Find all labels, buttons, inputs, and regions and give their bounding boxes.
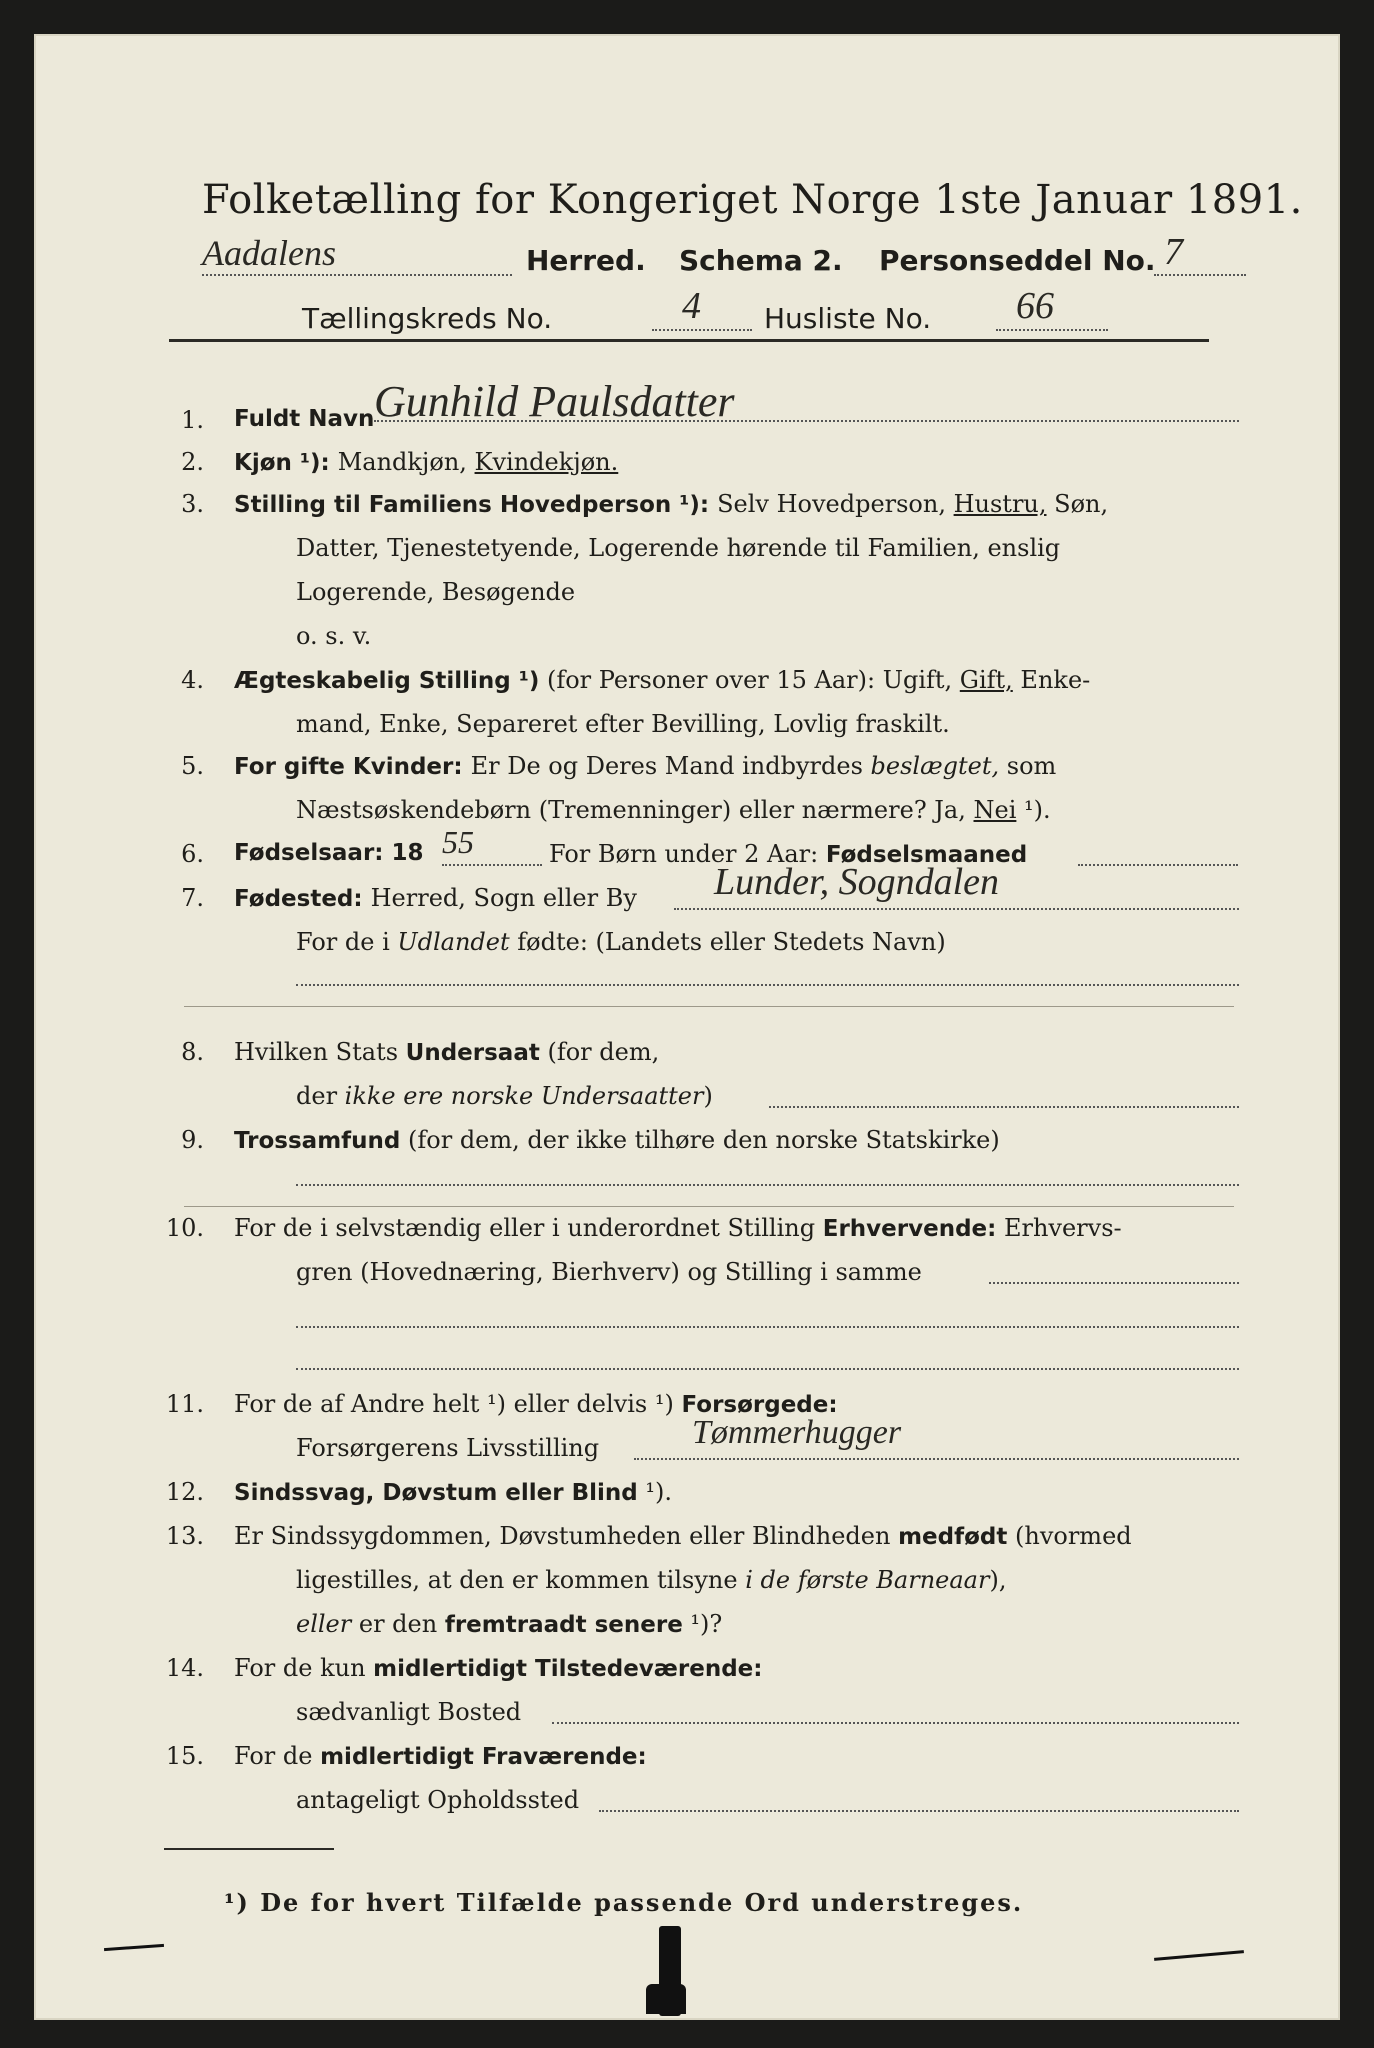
item-15-l1a: For de <box>234 1742 321 1770</box>
item-13-l3a: eller <box>296 1610 352 1638</box>
form-title: Folketælling for Kongeriget Norge 1ste Januar 1891. <box>202 177 1303 223</box>
item-12-l1c: ¹). <box>637 1478 673 1506</box>
item-2-opt1: Mandkjøn, <box>337 448 475 476</box>
item-4-line1 <box>234 666 1090 694</box>
item-8-dotline <box>769 1106 1239 1108</box>
item-14-l1a: For de kun <box>234 1654 374 1682</box>
item-15-dotline <box>599 1810 1239 1812</box>
item-3-number: 3. <box>181 490 204 518</box>
item-11-number: 11. <box>165 1390 204 1418</box>
item-4-label: Ægteskabelig Stilling ¹) <box>234 668 540 694</box>
item-6-number: 6. <box>181 840 204 868</box>
taellingskreds-label: Tællingskreds No. <box>302 302 553 335</box>
item-5-l2c: ¹). <box>1016 796 1051 824</box>
item-13-line2 <box>296 1566 1006 1594</box>
item-5-l1b: beslægtet, <box>870 752 1000 780</box>
item-1-value: Gunhild Paulsdatter <box>374 377 735 426</box>
item-7-line2 <box>296 928 946 956</box>
item-6-rest-bold: Fødselsmaaned <box>825 842 1028 868</box>
schema-label: Schema 2. <box>679 244 843 277</box>
item-7-l2b: Udlandet <box>397 928 510 956</box>
husliste-value: 66 <box>1016 285 1054 327</box>
item-6-label: Fødselsaar: 18 <box>234 840 424 866</box>
census-form-page <box>34 34 1340 2020</box>
item-10-l1b: Erhvervende: <box>822 1216 997 1242</box>
item-1-label: Fuldt Navn <box>234 406 375 432</box>
item-7-l2c: fødte: (Landets eller Stedets Navn) <box>509 928 946 956</box>
item-2-opt2: Kvindekjøn. <box>474 448 619 476</box>
item-7-dotline2 <box>296 984 1239 986</box>
header-rule <box>169 339 1209 342</box>
item-1-dotline <box>374 420 1239 422</box>
item-8-l1b: Undersaat <box>405 1040 540 1066</box>
item-13-line1 <box>234 1522 1132 1550</box>
item-6-rest-text: For Børn under 2 Aar: <box>549 840 826 868</box>
item-7-label: Fødested: <box>234 886 371 912</box>
husliste-dotline <box>996 329 1108 331</box>
personseddel-value: 7 <box>1164 231 1183 273</box>
item-8-line2 <box>296 1082 713 1110</box>
item-8-line1 <box>234 1038 659 1066</box>
taellingskreds-value: 4 <box>682 285 701 327</box>
item-7-dotline <box>674 908 1239 910</box>
item-12-l1b: Sindssvag, Døvstum eller Blind <box>234 1480 638 1506</box>
item-5-l2a: Næstsøskendebørn (Tremenninger) eller nærmere? Ja, <box>296 796 974 824</box>
item-8-l2a: der <box>296 1082 345 1110</box>
item-13-l1c: (hvormed <box>1007 1522 1132 1550</box>
item-3-line2: Datter, Tjenestetyende, Logerende hørende til Familien, enslig <box>296 534 1061 562</box>
personseddel-label: Personseddel No. <box>879 244 1156 277</box>
item-10-dotline3 <box>296 1368 1239 1370</box>
item-14-line1 <box>234 1654 762 1682</box>
personseddel-dotline <box>1154 274 1246 276</box>
item-6-year-dotline <box>442 864 542 866</box>
item-3-line3: Logerende, Besøgende <box>296 578 576 606</box>
item-3-line4: o. s. v. <box>296 622 372 650</box>
item-9-l1: (for dem, der ikke tilhøre den norske Statskirke) <box>400 1126 1000 1154</box>
item-12-line1 <box>234 1478 672 1506</box>
item-11-value: Tømmerhugger <box>692 1414 902 1451</box>
item-13-l2a: ligestilles, at den er kommen tilsyne <box>296 1566 746 1594</box>
item-14-line2: sædvanligt Bosted <box>296 1698 522 1726</box>
item-4-l1a: (for Personer over 15 Aar): Ugift, <box>539 666 960 694</box>
item-7-number: 7. <box>181 884 204 912</box>
item-15-line2: antageligt Opholdssted <box>296 1786 580 1814</box>
item-5-line2 <box>296 796 1051 824</box>
item-9-line1 <box>234 1126 1000 1154</box>
item-3-line1 <box>234 490 1108 518</box>
item-10-dotline <box>989 1282 1239 1284</box>
item-4-line2: mand, Enke, Separeret efter Bevilling, Lovlig fraskilt. <box>296 710 950 738</box>
separator-9 <box>184 1206 1234 1207</box>
item-5-l1c: som <box>999 752 1057 780</box>
item-13-l2b: i de første Barneaar <box>745 1566 990 1594</box>
item-9-number: 9. <box>181 1126 204 1154</box>
item-3-l1a: Selv Hovedperson, <box>717 490 954 518</box>
item-4-l1b: Gift, <box>959 666 1013 694</box>
item-7-l2a: For de i <box>296 928 398 956</box>
item-5-line1 <box>234 752 1056 780</box>
item-11-line2: Forsørgerens Livsstilling <box>296 1434 600 1462</box>
herred-dotline <box>202 274 512 276</box>
item-6-value: 55 <box>442 824 474 860</box>
taellingskreds-dotline <box>652 329 752 331</box>
scan-mark-base <box>646 1984 686 2014</box>
item-3-l1c: Søn, <box>1046 490 1109 518</box>
separator-7 <box>184 1006 1234 1007</box>
item-3-l1b: Hustru, <box>953 490 1047 518</box>
footnote-rule <box>164 1848 334 1850</box>
item-10-l1a: For de i selvstændig eller i underordnet Stilling <box>234 1214 823 1242</box>
item-2-label: Kjøn ¹): <box>234 450 338 476</box>
item-10-line2: gren (Hovednæring, Bierhverv) og Stilling i samme <box>296 1258 922 1286</box>
item-3-label: Stilling til Familiens Hovedperson ¹): <box>234 492 718 518</box>
item-13-l1a: Er Sindssygdommen, Døvstumheden eller Blindheden <box>234 1522 899 1550</box>
item-14-dotline <box>552 1722 1239 1724</box>
item-15-l1b: midlertidigt Fraværende: <box>320 1744 647 1770</box>
footnote: ¹) De for hvert Tilfælde passende Ord understreges. <box>224 1888 1024 1917</box>
item-15-number: 15. <box>165 1742 204 1770</box>
item-14-l1b: midlertidigt Tilstedeværende: <box>373 1656 763 1682</box>
item-8-l2b: ikke ere norske Undersaatter <box>344 1082 704 1110</box>
item-15-line1 <box>234 1742 647 1770</box>
item-13-l3c: fremtraadt senere <box>444 1612 683 1638</box>
item-14-number: 14. <box>165 1654 204 1682</box>
item-9-dotline <box>296 1184 1239 1186</box>
item-13-l2c: ), <box>989 1566 1007 1594</box>
item-4-l1c: Enke- <box>1012 666 1091 694</box>
item-12-number: 12. <box>165 1478 204 1506</box>
item-13-number: 13. <box>165 1522 204 1550</box>
item-11-dotline <box>634 1458 1239 1460</box>
herred-value: Aadalens <box>202 233 336 273</box>
item-2-text <box>234 448 618 476</box>
husliste-label: Husliste No. <box>764 302 932 335</box>
item-8-l1c: (for dem, <box>539 1038 660 1066</box>
item-6-month-dotline <box>1078 864 1238 866</box>
item-8-l2c: ) <box>703 1082 713 1110</box>
item-8-number: 8. <box>181 1038 204 1066</box>
item-10-number: 10. <box>165 1214 204 1242</box>
item-5-label: For gifte Kvinder: <box>234 754 471 780</box>
item-13-l1b: medfødt <box>898 1524 1008 1550</box>
item-7-line1 <box>234 884 637 912</box>
item-1-number: 1. <box>181 406 204 434</box>
item-10-l1c: Erhvervs- <box>996 1214 1122 1242</box>
item-10-dotline2 <box>296 1326 1239 1328</box>
item-8-l1a: Hvilken Stats <box>234 1038 406 1066</box>
item-5-l1a: Er De og Deres Mand indbyrdes <box>470 752 871 780</box>
herred-label: Herred. <box>526 244 646 277</box>
item-7-value: Lunder, Sogndalen <box>714 861 999 903</box>
item-5-number: 5. <box>181 752 204 780</box>
item-2-number: 2. <box>181 448 204 476</box>
scan-stroke-right <box>1154 1950 1244 1961</box>
item-13-line3 <box>296 1610 722 1638</box>
item-7-l1: Herred, Sogn eller By <box>370 884 637 912</box>
item-13-l3d: ¹)? <box>682 1610 723 1638</box>
item-9-label: Trossamfund <box>234 1128 401 1154</box>
item-13-l3b: er den <box>351 1610 445 1638</box>
item-4-number: 4. <box>181 666 204 694</box>
scan-stroke-left <box>104 1944 164 1951</box>
item-5-l2b: Nei <box>973 796 1017 824</box>
item-11-l1a: For de af Andre helt ¹) eller delvis ¹) <box>234 1390 682 1418</box>
item-11-l1b: Forsørgede: <box>681 1392 838 1418</box>
item-10-line1 <box>234 1214 1122 1242</box>
